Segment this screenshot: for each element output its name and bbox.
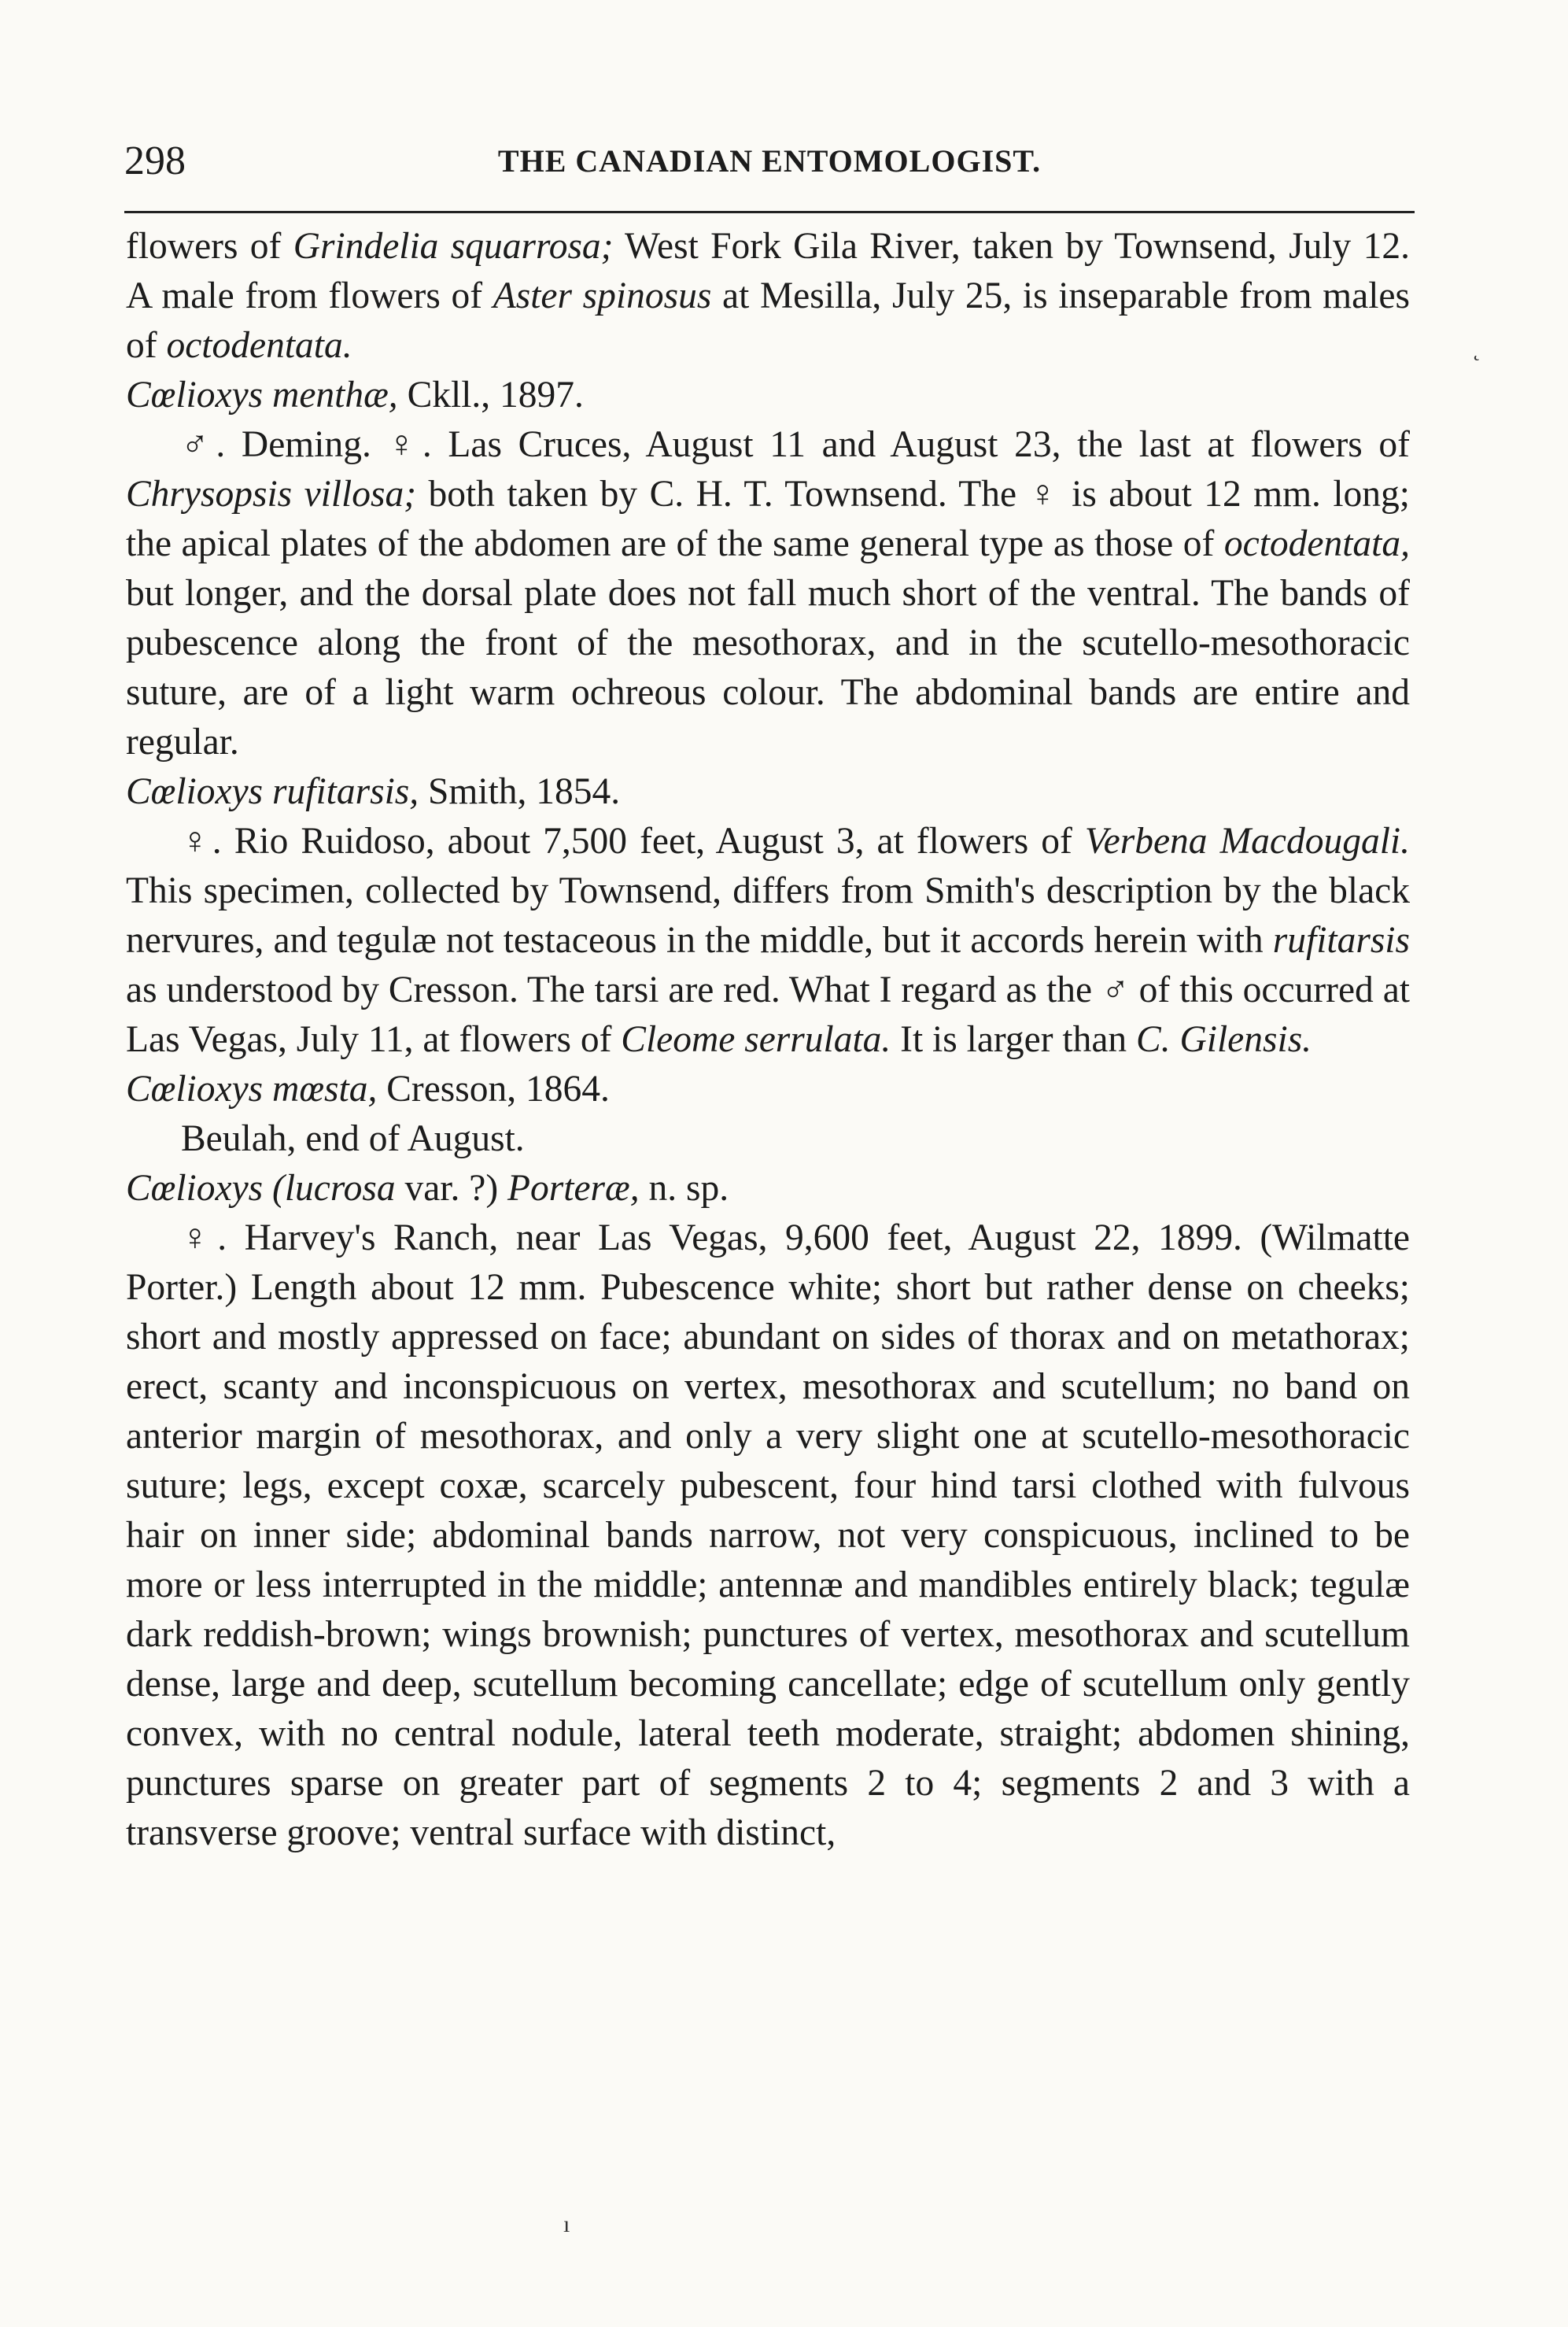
paragraph — [126, 1114, 1410, 1164]
text-run: ♀. Harvey's Ranch, near Las Vegas, 9,600 feet, August 22, 1899. (Wilmatte Porter.) Length about 12 mm. Pubescence white; short but rather dense on cheeks; short and mostly appressed on face; abundant on sides of thorax and on metathorax; erect, scanty and inconspicuous on vertex, mesothorax and scutellum; no band on anterior margin of mesothorax, and only a very slight one at scutello-mesothoracic suture; legs, except coxæ, scarcely pubescent, four hind tarsi clothed with fulvous hair on inner side; abdominal bands narrow, not very conspicuous, inclined to be more or less interrupted in the middle; antennæ and mandibles entirely black; tegulæ dark reddish-brown; wings brownish; punctures of vertex, mesothorax and scutellum dense, large and deep, scutellum becoming cancellate; edge of scutellum only gently convex, with no central nodule, lateral teeth moderate, straight; abdomen shining, punctures sparse on greater part of segments 2 to 4; segments 2 and 3 with a transverse groove; ventral surface with distinct, — [126, 1217, 1410, 1853]
text-run: Cresson, 1864. — [377, 1069, 610, 1110]
species-heading — [126, 767, 1410, 817]
text-run: This specimen, collected by Townsend, differs from Smith's description by the black nervures, and tegulæ not testaceous in the middle, but it accords herein with — [126, 870, 1410, 961]
text-run: ♂. Deming. ♀. Las Cruces, August 11 and August 23, the last at flowers of — [181, 424, 1410, 465]
italic-text: Cleome serrulata. — [621, 1019, 891, 1060]
italic-text: Chrysopsis villosa; — [126, 474, 417, 515]
italic-text: octodentata. — [166, 325, 352, 366]
text-run: as understood by Cresson. The tarsi are red. What I regard as the ♂ of this occurred at Las Vegas, July 11, at flowers of — [126, 970, 1410, 1060]
species-heading — [126, 371, 1410, 420]
italic-text: Cœlioxys menthæ, — [126, 375, 398, 416]
species-heading — [126, 1065, 1410, 1114]
paragraph — [126, 1213, 1410, 1858]
paragraph — [126, 420, 1410, 767]
text-run: It is larger than — [891, 1019, 1137, 1060]
body-text — [126, 222, 1410, 1858]
paragraph — [126, 222, 1410, 371]
text-run: ♀. Rio Ruidoso, about 7,500 feet, August 3, at flowers of — [181, 821, 1085, 862]
italic-text: Cœlioxys mœsta, — [126, 1069, 378, 1110]
italic-text: Verbena Macdougali. — [1084, 821, 1410, 862]
header-rule — [124, 211, 1415, 213]
italic-text: Grindelia squarrosa; — [293, 226, 614, 267]
text-run: but longer, and the dorsal plate does not fall much short of the ventral. The bands of pubescence along the front of the mesothorax, and in the scutello-mesothoracic suture, are of a light warm ochreous colour. The abdominal bands are entire and regular. — [126, 573, 1410, 763]
bottom-mark: ı — [563, 2211, 570, 2237]
italic-text: Aster spinosus — [493, 275, 712, 316]
text-run: Ckll., 1897. — [397, 375, 584, 416]
text-run: both taken by C. H. T. Townsend. The ♀ is about 12 mm. long; the apical plates of the abdomen are of the same general type as those of — [126, 474, 1410, 564]
text-run: var. ?) — [395, 1168, 508, 1209]
italic-text: Cœlioxys rufitarsis, — [126, 771, 419, 812]
species-heading — [126, 1164, 1410, 1213]
italic-text: Cœlioxys (lucrosa — [126, 1168, 396, 1209]
text-run: n. sp. — [639, 1168, 729, 1209]
page-header — [124, 132, 1415, 190]
italic-text: octodentata, — [1223, 523, 1410, 564]
italic-text: rufitarsis — [1272, 920, 1410, 961]
text-run: West Fork Gila River, taken by Townsend, July 12. A male from flowers of — [126, 226, 1410, 316]
text-run: Beulah, end of August. — [181, 1118, 525, 1159]
italic-text: C. Gilensis. — [1136, 1019, 1312, 1060]
text-run: flowers of — [126, 226, 293, 267]
text-run: Smith, 1854. — [419, 771, 621, 812]
paragraph — [126, 817, 1410, 1065]
page-number: 298 — [124, 139, 186, 183]
running-title: THE CANADIAN ENTOMOLOGIST. — [497, 143, 1042, 179]
margin-mark: ˛ — [1473, 335, 1481, 361]
text-run: at Mesilla, July 25, is inseparable from males of — [126, 275, 1410, 366]
italic-text: Porteræ, — [507, 1168, 640, 1209]
